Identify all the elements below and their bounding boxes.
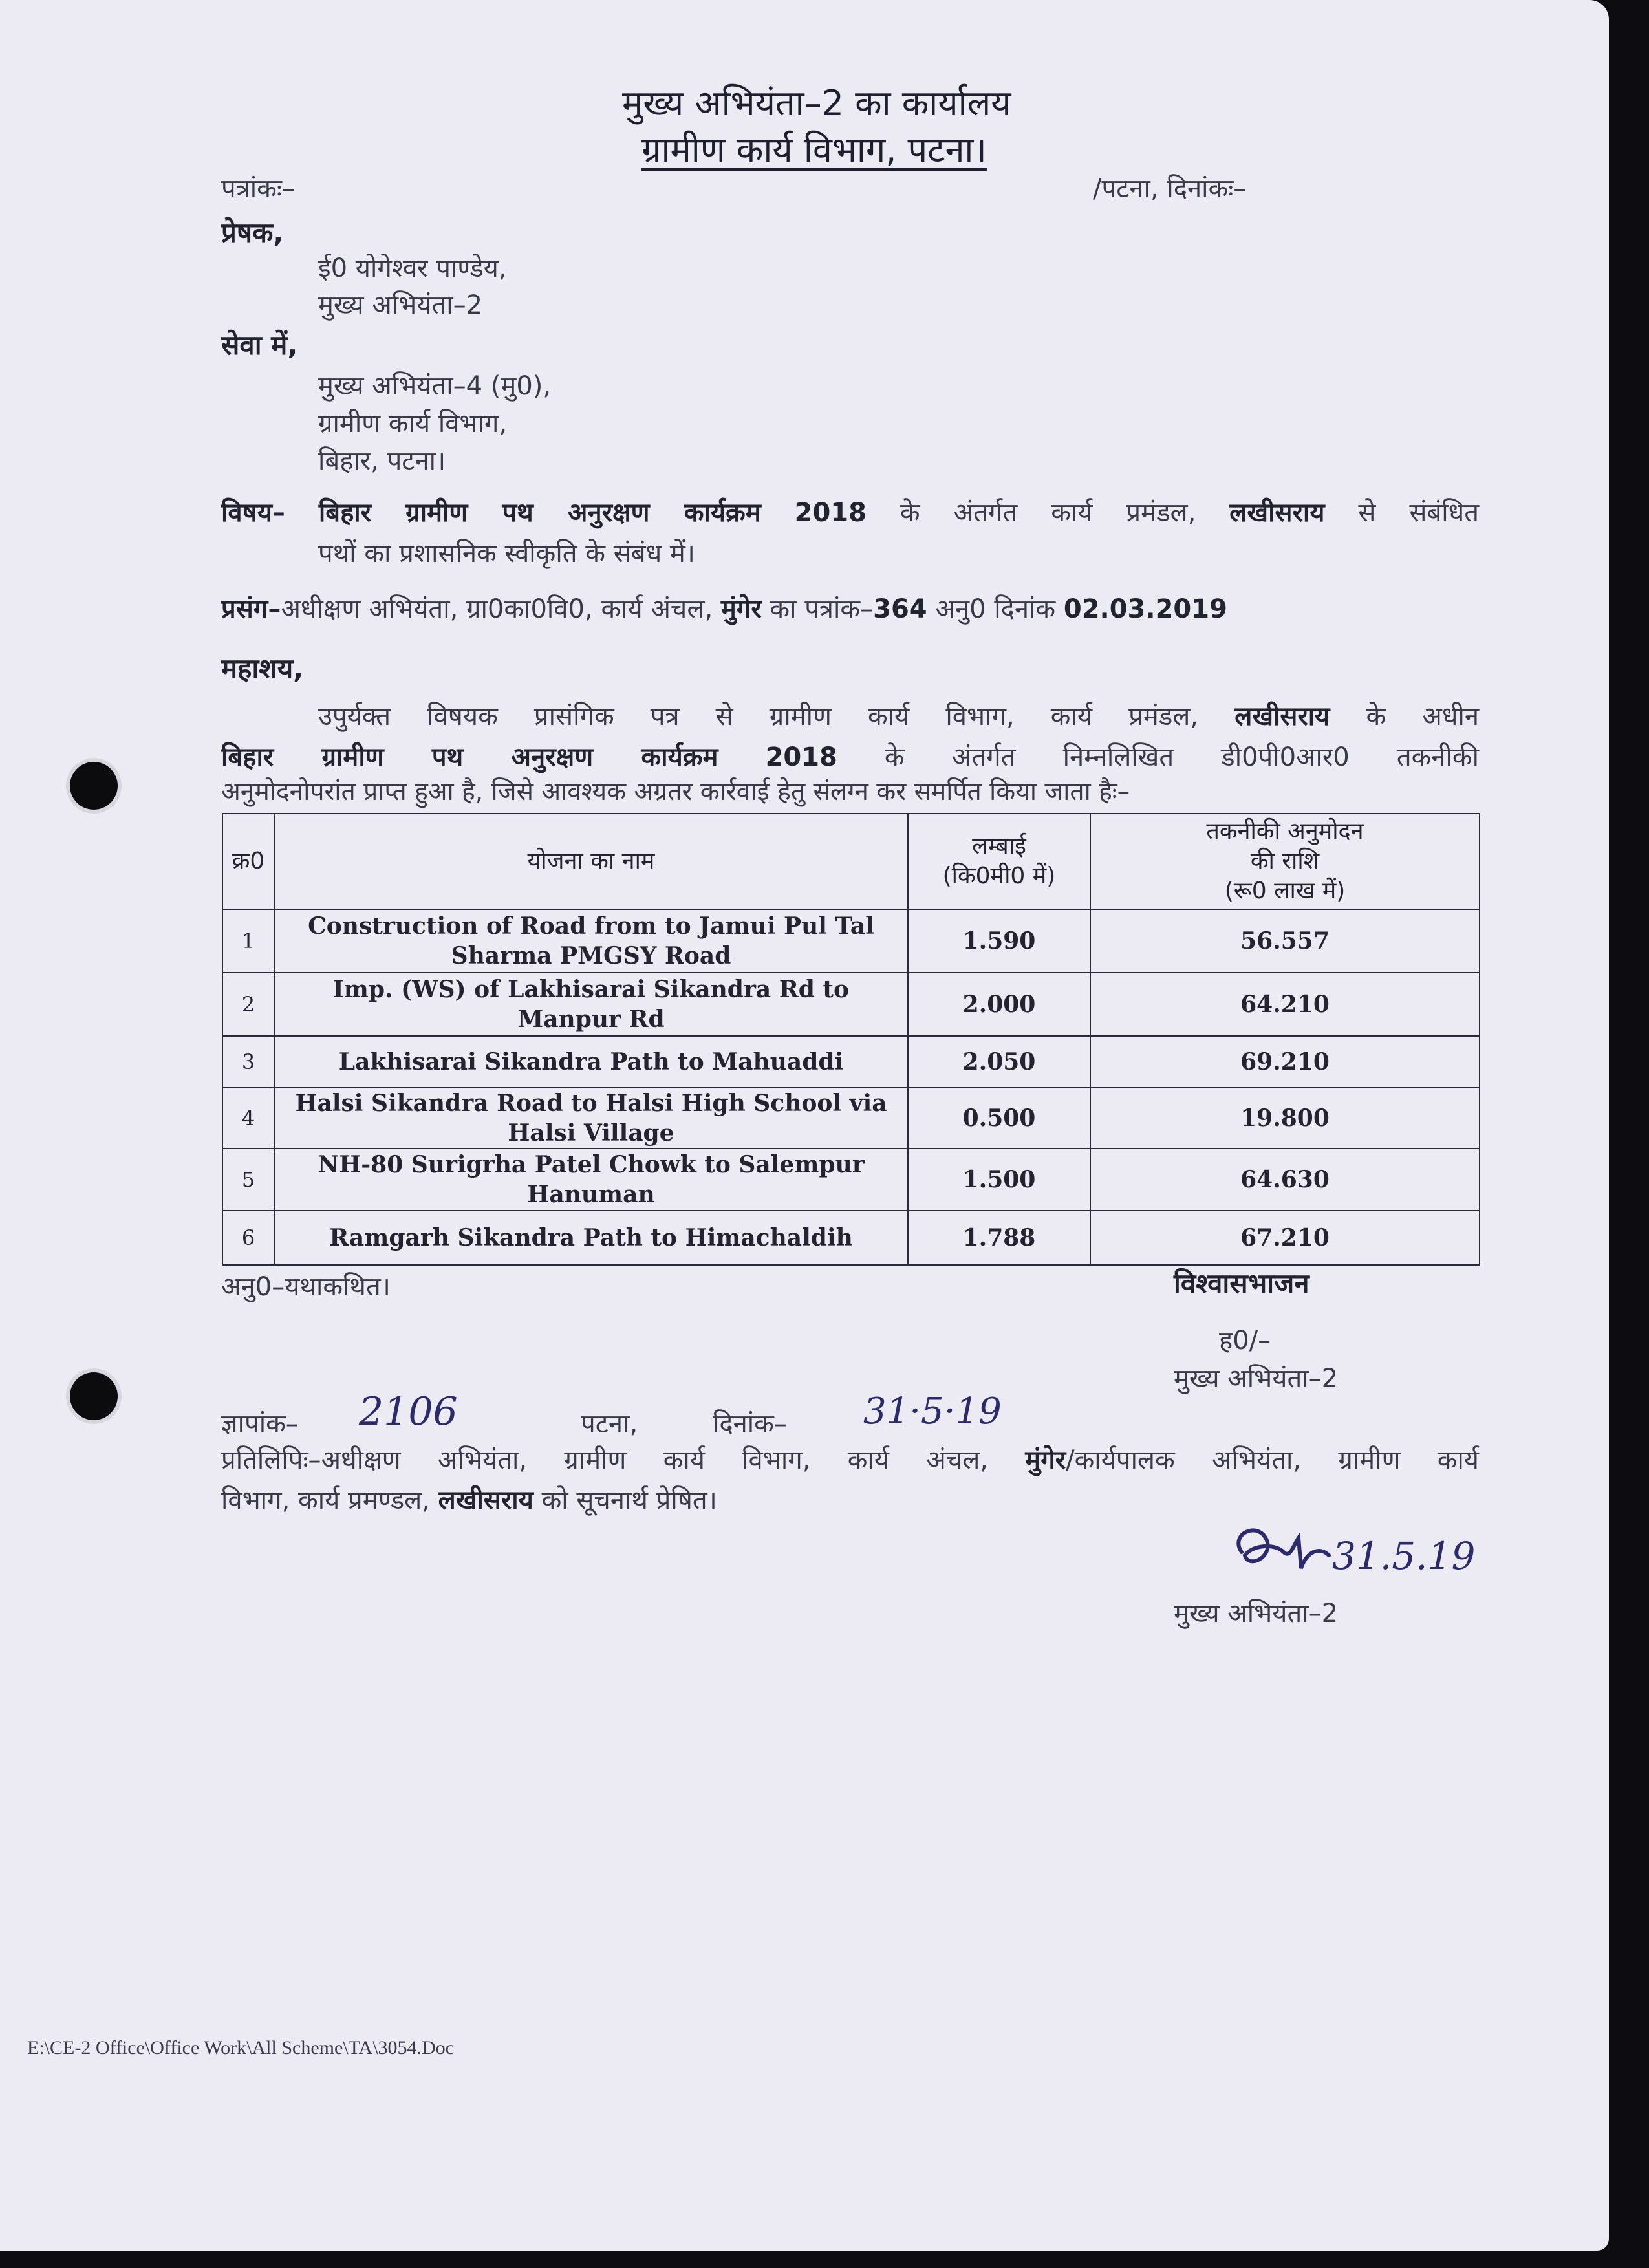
cell-amount: 64.210: [1090, 973, 1480, 1036]
memo-label: ज्ञापांक–: [221, 1409, 299, 1439]
table-row: [222, 909, 1480, 973]
body-line-1-place: लखीसराय: [1234, 702, 1330, 731]
copy-line-2-text: विभाग, कार्य प्रमण्डल,: [221, 1485, 430, 1515]
cell-scheme-name: Lakhisarai Sikandra Path to Mahuaddi: [274, 1036, 908, 1088]
body-line-2-year: 2018: [765, 742, 837, 772]
subject-mid: के अंतर्गत कार्य प्रमंडल,: [900, 498, 1196, 528]
cell-length: 2.050: [908, 1036, 1090, 1088]
enclosure-note: अनु0–यथाकथित।: [221, 1272, 391, 1302]
cell-length: 1.500: [908, 1149, 1090, 1211]
col-header-amount-line-3: (रू0 लाख में): [1224, 878, 1346, 904]
ref-label: पत्रांकः–: [221, 174, 295, 204]
closing-yours: विश्वासभाजन: [1174, 1268, 1310, 1299]
reference-text: अधीक्षण अभियंता, ग्रा0का0वि0, कार्य अंचल,: [281, 594, 713, 624]
reference-text-3: अनु0 दिनांक: [935, 594, 1056, 624]
col-header-amount: [1090, 814, 1480, 909]
body-line-2: [221, 738, 1479, 773]
col-header-name: योजना का नाम: [274, 814, 908, 909]
cell-length: 1.788: [908, 1211, 1090, 1265]
col-header-amount-line-2: की राशि: [1250, 848, 1320, 874]
cell-sn: 4: [222, 1088, 274, 1149]
subject-scheme: बिहार ग्रामीण पथ अनुरक्षण कार्यक्रम: [318, 498, 761, 528]
reference-place: मुंगेर: [720, 594, 762, 624]
body-line-1-text: उपुर्यक्त विषयक प्रासंगिक पत्र से ग्रामीण कार्य विभाग, कार्य प्रमंडल,: [318, 702, 1199, 731]
closing-designation: मुख्य अभियंता–2: [1174, 1364, 1339, 1394]
recipient-line-1: मुख्य अभियंता–4 (मु0),: [318, 371, 552, 401]
table-row: [222, 1211, 1480, 1265]
sender-name: ई0 योगेश्वर पाण्डेय,: [318, 254, 507, 283]
cell-amount: 67.210: [1090, 1211, 1480, 1265]
cell-sn: 5: [222, 1149, 274, 1211]
body-line-2-scheme: बिहार ग्रामीण पथ अनुरक्षण कार्यक्रम: [221, 742, 718, 772]
recipient-line-2: ग्रामीण कार्य विभाग,: [318, 409, 508, 438]
place-date-label: /पटना, दिनांकः–: [1093, 174, 1247, 204]
cell-length: 2.000: [908, 973, 1090, 1036]
sender-label: प्रेषक,: [221, 217, 284, 248]
col-header-length: [908, 814, 1090, 909]
subject-tail: से संबंधित: [1358, 498, 1480, 528]
scheme-table: [222, 813, 1480, 1266]
copy-line-1-place: मुंगेर: [1025, 1445, 1066, 1475]
reference-line: [221, 590, 1227, 625]
recipient-label: सेवा में,: [221, 329, 298, 361]
subject-line-1: [221, 493, 1479, 529]
signature-date-handwritten: 31.5.19: [1332, 1534, 1476, 1578]
col-header-length-line-2: (कि0मी0 में): [942, 863, 1056, 889]
salutation: महाशय,: [221, 653, 304, 684]
table-row: [222, 1036, 1480, 1088]
reference-label: प्रसंग–: [221, 594, 281, 624]
body-line-1: [318, 697, 1479, 733]
col-header-length-line-1: लम्बाई: [972, 833, 1026, 859]
body-line-1-tail: के अधीन: [1366, 702, 1480, 731]
memo-place: पटना,: [581, 1409, 638, 1439]
memo-number-handwritten: 2106: [359, 1389, 458, 1434]
col-header-sn: क्र0: [222, 814, 274, 909]
cell-sn: 6: [222, 1211, 274, 1265]
cell-amount: 64.630: [1090, 1149, 1480, 1211]
punch-hole-bottom: [70, 1372, 118, 1420]
cell-scheme-name: Halsi Sikandra Road to Halsi High School via Halsi Village: [274, 1088, 908, 1149]
cell-scheme-name: Imp. (WS) of Lakhisarai Sikandra Rd to Manpur Rd: [274, 973, 908, 1036]
cell-scheme-name: NH-80 Surigrha Patel Chowk to Salempur Hanuman: [274, 1149, 908, 1211]
signature-designation: मुख्य अभियंता–2: [1174, 1599, 1339, 1628]
col-header-amount-line-1: तकनीकी अनुमोदन: [1206, 818, 1364, 845]
cell-sn: 3: [222, 1036, 274, 1088]
punch-hole-top: [70, 762, 118, 810]
reference-text-2: का पत्रांक–: [770, 594, 874, 624]
cell-amount: 19.800: [1090, 1088, 1480, 1149]
subject-line-2: पथों का प्रशासनिक स्वीकृति के संबंध में।: [318, 539, 695, 568]
copy-line-2: [221, 1481, 717, 1517]
cell-sn: 2: [222, 973, 274, 1036]
table-row: [222, 973, 1480, 1036]
closing-sd: ह0/–: [1219, 1326, 1271, 1355]
copy-line-2-place: लखीसराय: [438, 1485, 534, 1515]
footer-file-path: E:\CE-2 Office\Office Work\All Scheme\TA\3054.Doc: [27, 2037, 455, 2058]
cell-sn: 1: [222, 909, 274, 973]
subject-label: विषय–: [221, 498, 285, 528]
memo-date-handwritten: 31·5·19: [863, 1390, 1002, 1432]
recipient-line-3: बिहार, पटना।: [318, 446, 446, 476]
cell-length: 0.500: [908, 1088, 1090, 1149]
memo-date-label: दिनांक–: [713, 1409, 787, 1439]
reference-date: 02.03.2019: [1063, 594, 1227, 624]
cell-length: 1.590: [908, 909, 1090, 973]
body-line-3: अनुमोदनोपरांत प्राप्त हुआ है, जिसे आवश्यक अग्रतर कार्रवाई हेतु संलग्न कर समर्पित किया जाता हैः–: [221, 777, 1130, 806]
sender-designation: मुख्य अभियंता–2: [318, 290, 483, 320]
subject-year: 2018: [794, 498, 867, 528]
subject-place: लखीसराय: [1229, 498, 1325, 528]
cell-amount: 69.210: [1090, 1036, 1480, 1088]
body-line-2-tail: के अंतर्गत निम्नलिखित डी0पी0आर0 तकनीकी: [885, 742, 1479, 772]
copy-line-1: [221, 1441, 1479, 1476]
cell-amount: 56.557: [1090, 909, 1480, 973]
copy-line-1-text: प्रतिलिपिः–अधीक्षण अभियंता, ग्रामीण कार्य विभाग, कार्य अंचल,: [221, 1445, 989, 1475]
cell-scheme-name: Ramgarh Sikandra Path to Himachaldih: [274, 1211, 908, 1265]
table-row: [222, 1088, 1480, 1149]
table-header-row: [222, 814, 1480, 909]
office-title: मुख्य अभियंता–2 का कार्यालय: [622, 83, 1011, 124]
copy-line-2-tail: को सूचनार्थ प्रेषित।: [541, 1485, 717, 1515]
reference-number: 364: [873, 594, 927, 624]
department-title: ग्रामीण कार्य विभाग, पटना।: [641, 129, 987, 170]
copy-line-1-tail: /कार्यपालक अभियंता, ग्रामीण कार्य: [1066, 1445, 1480, 1475]
table-row: [222, 1149, 1480, 1211]
cell-scheme-name: Construction of Road from to Jamui Pul Tal Sharma PMGSY Road: [274, 909, 908, 973]
